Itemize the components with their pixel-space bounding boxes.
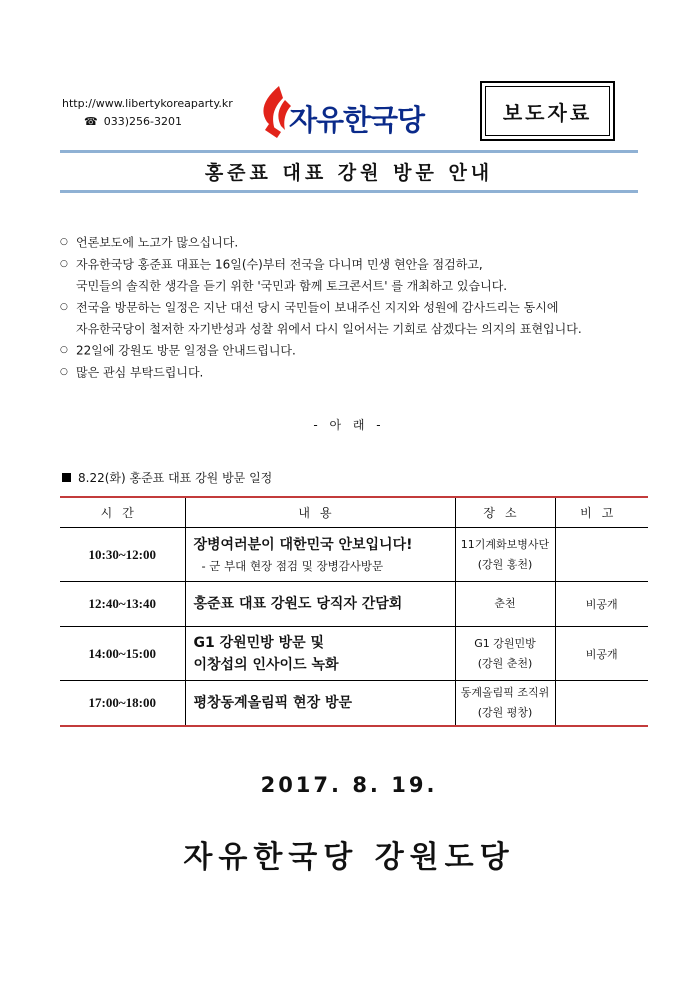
bullet-dot-icon: ○ [60, 302, 68, 312]
table-header-row [60, 497, 648, 528]
bullet-item: ○ 자유한국당 홍준표 대표는 16일(수)부터 전국을 다니며 민생 현안을 점검하고, 국민들의 솔직한 생각을 듣기 위한 '국민과 함께 토크콘서트' 를 개최하고 있습니다. [60, 254, 660, 297]
schedule-table [60, 496, 648, 727]
party-website-url: http://www.libertykoreaparty.kr [62, 97, 233, 110]
press-release-label: 보도자료 [485, 86, 610, 136]
row-place [455, 582, 555, 627]
issuing-organization: 자유한국당 강원도당 [183, 840, 515, 875]
column-header-time: 시간 [60, 497, 185, 528]
contact-info [62, 95, 233, 131]
below-label: - 아 래 - [313, 418, 385, 432]
row-place-region: (강원 홍천) [477, 557, 533, 571]
row-time: 17:00~18:00 [60, 681, 185, 726]
row-content-sub: - 군 부대 현장 점검 및 장병감사방문 [201, 558, 384, 573]
telephone-icon: ☎ [84, 115, 98, 128]
schedule-heading-text: 8.22(화) 홍준표 대표 강원 방문 일정 [78, 471, 273, 485]
schedule-heading [62, 469, 272, 486]
bullet-item: ○ 전국을 방문하는 일정은 지난 대선 당시 국민들이 보내주신 지지와 성원에 감사드리는 동시에 자유한국당이 철저한 자기반성과 성찰 위에서 다시 일어서는 기회로 삼겠다는 의지의 표현입니다. [60, 297, 660, 340]
bullet-item: ○ 언론보도에 노고가 많으십니다. [60, 232, 660, 254]
row-content [185, 528, 455, 582]
bullet-item: ○ 22일에 강원도 방문 일정을 안내드립니다. [60, 340, 660, 362]
notice-bullets [60, 232, 660, 384]
row-content-main: 홍준표 대표 강원도 당직자 간담회 [193, 596, 403, 612]
row-place-region: (강원 평창) [477, 705, 533, 719]
bullet-dot-icon: ○ [60, 237, 68, 247]
row-place-region: (강원 춘천) [477, 656, 533, 670]
row-time: 10:30~12:00 [60, 528, 185, 582]
column-header-place: 장소 [455, 497, 555, 528]
table-row [60, 528, 648, 582]
table-row [60, 582, 648, 627]
release-date: 2017. 8. 19. [260, 773, 438, 797]
row-place [455, 627, 555, 681]
row-content [185, 681, 455, 726]
document-title: 홍준표 대표 강원 방문 안내 [204, 162, 494, 184]
phone-number: 033)256-3201 [103, 115, 182, 128]
row-place-name: 11기계화보병사단 [460, 537, 550, 551]
table-row [60, 681, 648, 726]
bullet-item: ○ 많은 관심 부탁드립니다. [60, 362, 660, 384]
row-place-name: 동계올림픽 조직위 [460, 685, 550, 699]
press-release-box [480, 81, 615, 141]
column-header-note: 비고 [555, 497, 648, 528]
bullet-dot-icon: ○ [60, 258, 68, 269]
row-place [455, 528, 555, 582]
row-note [555, 681, 648, 726]
column-header-content: 내용 [185, 497, 455, 528]
title-rule-top [60, 150, 638, 153]
bullet-dot-icon: ○ [60, 367, 68, 377]
table-row [60, 627, 648, 681]
phone-line [62, 113, 233, 131]
row-place-name: G1 강원민방 [474, 636, 536, 650]
party-logo [255, 84, 455, 142]
row-note [555, 528, 648, 582]
row-note: 비공개 [555, 582, 648, 627]
row-time: 12:40~13:40 [60, 582, 185, 627]
row-content [185, 627, 455, 681]
row-content-main: 장병여러분이 대한민국 안보입니다! [193, 536, 413, 553]
row-time: 14:00~15:00 [60, 627, 185, 681]
title-rule-bottom [60, 190, 638, 193]
row-content-main: 평창동계올림픽 현장 방문 [193, 694, 353, 711]
square-bullet-icon [62, 473, 71, 482]
row-place-name: 춘천 [494, 597, 516, 610]
row-place [455, 681, 555, 726]
row-content [185, 582, 455, 627]
row-note: 비공개 [555, 627, 648, 681]
row-content-main-line2: 이창섭의 인사이드 녹화 [193, 656, 339, 673]
row-content-main: G1 강원민방 방문 및 [193, 634, 325, 651]
bullet-dot-icon: ○ [60, 345, 68, 356]
party-logo-text: 자유한국당 [289, 103, 425, 137]
